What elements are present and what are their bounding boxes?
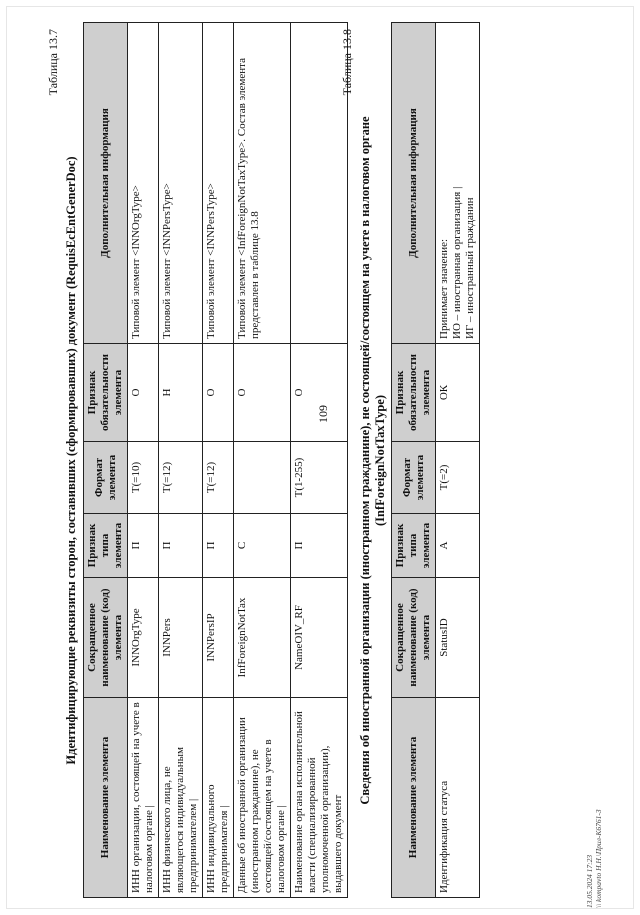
- column-header: Дополнительная информация: [392, 23, 436, 344]
- table-row: [128, 23, 159, 898]
- column-header: Признак типа элемента: [392, 514, 436, 578]
- table-cell: П: [159, 514, 203, 578]
- table-13-8-body: [436, 23, 480, 898]
- table-cell: T(=2): [436, 442, 480, 514]
- table-13-8: [391, 22, 480, 898]
- table-cell: С: [234, 514, 291, 578]
- table-cell: InfForeignNotTax: [234, 578, 291, 698]
- table-13-8-header-row: [392, 23, 436, 898]
- print-stamp-date: 13.05.2024 17:23: [585, 854, 594, 908]
- column-header: Признак типа элемента: [84, 514, 128, 578]
- table-cell: П: [128, 514, 159, 578]
- table-cell: ИНН индивидуального предпринимателя |: [203, 698, 234, 898]
- column-header: Сокращенное наименование (код) элемента: [392, 578, 436, 698]
- table-cell: О: [234, 344, 291, 442]
- table-cell: Н: [159, 344, 203, 442]
- table-row: [203, 23, 234, 898]
- table-cell: T(1-255): [291, 442, 348, 514]
- table-cell: П: [203, 514, 234, 578]
- table-cell: О: [291, 344, 348, 442]
- table-cell: Типовой элемент <INNPersType>: [203, 23, 234, 344]
- table-cell: NameOIV_RF: [291, 578, 348, 698]
- table-13-7-caption: Идентифицирующие реквизиты сторон, составивших (сформировавших) документ (RequisEcEntGenerDoc): [64, 156, 78, 765]
- table-cell: [291, 23, 348, 344]
- table-cell: T(=10): [128, 442, 159, 514]
- table-cell: INNPers: [159, 578, 203, 698]
- column-header: Дополнительная информация: [84, 23, 128, 344]
- table-cell: T(=12): [159, 442, 203, 514]
- table-cell: П: [291, 514, 348, 578]
- table-cell: Данные об иностранной организации (иностранном гражданине), не состоящей/состоящем на учете в налоговом органе |: [234, 698, 291, 898]
- table-13-7-body: [128, 23, 348, 898]
- table-cell: ОК: [436, 344, 480, 442]
- table-13-8-label: Таблица 13.8: [340, 29, 354, 96]
- column-header: Формат элемента: [84, 442, 128, 514]
- table-row: [234, 23, 291, 898]
- column-header: Наименование элемента: [392, 698, 436, 898]
- column-header: Сокращенное наименование (код) элемента: [84, 578, 128, 698]
- table-13-8-caption-line1: Сведения об иностранной организации (иностранном гражданине), не состоящей/состоящем на учете в налоговом органе: [358, 116, 372, 805]
- table-row: [159, 23, 203, 898]
- table-cell: О: [128, 344, 159, 442]
- table-cell: ИНН физического лица, не являющегося индивидуальным предпринимателем |: [159, 698, 203, 898]
- table-cell: А: [436, 514, 480, 578]
- table-cell: Типовой элемент <InfForeignNotTaxType>. Состав элемента представлен в таблице 13.8: [234, 23, 291, 344]
- column-header: Признак обязательности элемента: [392, 344, 436, 442]
- rotated-page-content: [40, 23, 603, 908]
- print-stamp: [585, 708, 603, 908]
- page-number: 109: [316, 405, 330, 423]
- table-cell: T(=12): [203, 442, 234, 514]
- table-cell: Типовой элемент <INNPersType>: [159, 23, 203, 344]
- table-cell: ИНН организации, состоящей на учете в налоговом органе |: [128, 698, 159, 898]
- table-13-8-caption-line2: (InfForeignNotTaxType): [373, 394, 387, 527]
- table-cell: StatusID: [436, 578, 480, 698]
- table-cell: Идентификация статуса: [436, 698, 480, 898]
- table-cell: Принимает значение: ИО – иностранная организация | ИГ – иностранный гражданин: [436, 23, 480, 344]
- table-13-7: [83, 22, 348, 898]
- table-cell: Наименование органа исполнительной власти (специализированной уполномоченной организации), выдавшего документ: [291, 698, 348, 898]
- table-row: [291, 23, 348, 898]
- column-header: Формат элемента: [392, 442, 436, 514]
- table-13-7-label: Таблица 13.7: [46, 29, 60, 96]
- table-cell: Типовой элемент <INNOrgType>: [128, 23, 159, 344]
- table-row: [436, 23, 480, 898]
- table-13-7-header-row: [84, 23, 128, 898]
- table-cell: [234, 442, 291, 514]
- table-cell: INNOrgType: [128, 578, 159, 698]
- table-cell: INNPersIP: [203, 578, 234, 698]
- table-cell: О: [203, 344, 234, 442]
- print-stamp-path: \\ kompavto Н.Н.\Прил-К6761-3: [594, 809, 603, 908]
- column-header: Признак обязательности элемента: [84, 344, 128, 442]
- column-header: Наименование элемента: [84, 698, 128, 898]
